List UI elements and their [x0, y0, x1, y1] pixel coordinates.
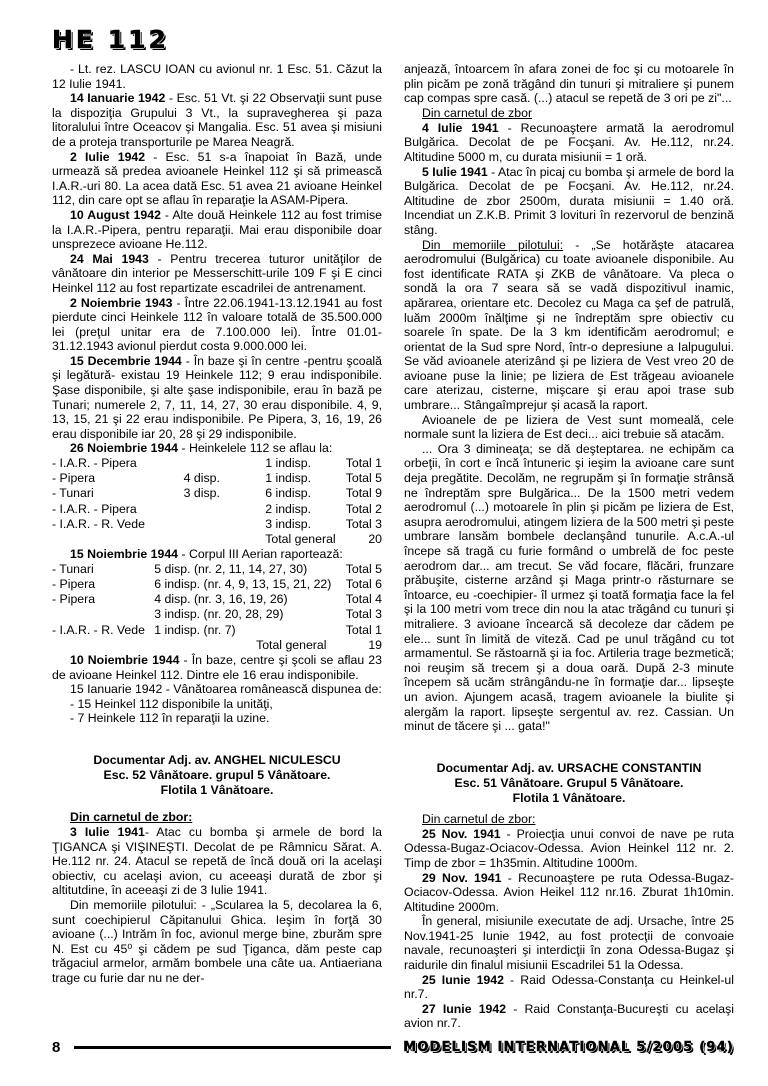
paragraph	[52, 296, 382, 354]
paragraph	[404, 871, 734, 915]
entry-date: 10 Noiembrie 1944	[70, 653, 180, 668]
paragraph	[404, 914, 734, 972]
entry-text: - Esc. 51 Vt. şi 22 Observaţii sunt puse la dispoziţia Grupului 3 Vt., la supravegherea şi paza litoralului între Oceacov şi Mangalia. Esc. 51 avea şi misiuni de a proteja transporturile pe Marea Neagră.	[52, 91, 383, 149]
cell-place	[52, 607, 154, 622]
table-row	[52, 562, 382, 577]
cell-disp	[184, 456, 266, 471]
table-row	[52, 577, 382, 592]
entry-date: 4 Iulie 1941	[422, 120, 499, 135]
article-columns	[52, 62, 734, 1031]
cell-detail: 6 indisp. (nr. 4, 9, 13, 15, 21, 22)	[154, 577, 332, 592]
spacer	[404, 734, 734, 748]
heading-line-1: Documentar Adj. av. URSACHE CONSTANTIN	[436, 760, 702, 775]
entry-date: 25 Iunie 1942	[422, 972, 504, 987]
entry-text: 15 Ianuarie 1942 - Vânătoarea românească dispunea de:	[70, 682, 382, 697]
availability-table-2	[52, 562, 382, 653]
paragraph	[404, 62, 734, 106]
entry-text: - În baze şi în centre -pentru şcoală şi legătură- existau 19 Heinkele 112; 9 erau indisponibile. Şase disponibile, şi alte şase indisponibile, erau în bază pe Tunari; numerele 2, 7, 11, 14, 27, 30 erau disponibile. 4, 9, 13, 15, 21 şi 22 erau indisponibile. Pe Pipera, 3, 16, 19, 26 erau disponibile iar 20, 28 şi 29 indisponibile.	[52, 353, 382, 441]
memoirs-label: Din memoriile pilotului:	[422, 237, 564, 252]
cell-disp: 4 disp.	[183, 471, 220, 486]
entry-date: 10 August 1942	[70, 207, 161, 222]
paragraph	[52, 898, 382, 986]
table1-caption	[52, 441, 382, 456]
cell-place: - I.A.R. - Pipera	[52, 456, 137, 471]
entry-date: 15 Decembrie 1944	[70, 353, 182, 368]
table-row	[52, 502, 382, 517]
heading-line-2: Esc. 51 Vânătoare. Grupul 5 Vânătoare.	[454, 775, 684, 790]
table-row	[52, 517, 382, 532]
entry-date: 27 Iunie 1942	[422, 1001, 507, 1016]
entry-date: 24 Mai 1943	[70, 251, 149, 266]
heading-line-2: Esc. 52 Vânătoare. grupul 5 Vânătoare.	[103, 768, 331, 783]
cell-detail: 3 indisp. (nr. 20, 28, 29)	[154, 607, 284, 622]
entry-text: - „Se hotărăşte atacarea aerodromului (Bulgărica) cu toate avioanele disponibile. Au fost identificate RATA şi ZKB de vânătoare. Va pleca o sondă la ora 7 seara să se vadă dispozitivul inamic, apărarea, orientare etc. Decolez cu Maga ca şef de patrulă, luăm 2000m înălţime şi ne îndreptăm spre obiectiv cu soarele în spate. De la 3 km identificăm aerodromul; e orientat de la Sud spre Nord, într-o depresiune a Ialpugului. Se văd avioanele aterizând şi pe liziera de Vest vreo 20 de avioane puse la linie; pe liziera de Est trăgeau avioanele care aterizau, cisterne, mişcare şi erau apoi trase sub umbrare... Stângaîmprejur şi acasă la raport.	[404, 237, 734, 413]
paragraph	[52, 653, 382, 682]
entry-text: - Pentru trecerea tuturor unităţilor de vânătoare din interior pe Messerschitt-urile 109 F şi E cinci Heinkel 112 au fost repartizate escadrilei de antrenament.	[52, 251, 382, 295]
cell-indisp: 6 indisp.	[265, 486, 312, 501]
entry-text: ... Ora 3 dimineaţa; se dă deşteptarea. ne echipăm ca orbeţii, în cort e încă întuneric şi ieşim la avioane care sunt deja pregătite. Decolăm, ne regrupăm şi în formaţie strânsă ne îndreptăm spre Bulgărica... De la 1500 metri vedem aerodromul (...) motoarele în plin şi picăm pe liziera de Est, asupra aerodromului, atingem liziera de la 500 metri şi peste umbrare lansăm bombele declanşând tunurile. A.c.A.-ul începe să tragă cu furie formând o umbrelă de foc peste aerodrom dar... am trecut. Se văd focare, flăcări, frunzare prăbuşite, cisterne arzând şi Maga printr-o răsturnare se întoarce, eu -coechipier- îl urmez şi toată formaţia face la fel şi la 100 metri vom trece din nou la atac trăgând cu tunuri şi mitraliere. 3 avioane încearcă să decoleze dar cădem pe ele... sunt în limită de viteză. Cad pe unul trăgând cu tot armamentul. Se răstoarnă şi ia foc. Artileria trage bezmetică; noi reuşim să trecem şi a doua oară. După 2-3 minute începem să ucăm strângându-ne în formaţie dar... lipseşte un avion. Ajungem acasă, tragem avioanele la biulite şi alergăm la raport. lipseşte sergentul av. rez. Cassian. Un minut de tăcere şi ... gata!"	[404, 441, 734, 734]
cell-total: Total 4	[345, 592, 382, 607]
logbook-label: Din carnetul de zbor	[422, 105, 533, 120]
cell-grand-value: 20	[368, 532, 382, 547]
availability-table-1	[52, 456, 382, 547]
entry-date: 25 Nov. 1941	[422, 826, 501, 841]
paragraph: - Lt. rez. LASCU IOAN cu avionul nr. 1 Esc. 51. Căzut la 12 Iulie 1941.	[52, 62, 382, 91]
paragraph	[404, 238, 734, 413]
table-total-row	[52, 638, 382, 653]
paragraph	[404, 165, 734, 238]
entry-date: 14 Ianuarie 1942	[70, 91, 166, 106]
documentar-heading-right	[404, 761, 734, 806]
footer-rule	[74, 1046, 391, 1049]
entry-date: 15 Noiembrie 1944	[70, 547, 179, 562]
paragraph	[52, 91, 382, 149]
cell-total: Total 5	[345, 561, 382, 576]
cell-indisp: 2 indisp.	[265, 501, 312, 516]
cell-total: Total 5	[345, 471, 382, 486]
entry-date: 3 Iulie 1941	[70, 825, 145, 840]
right-column	[404, 62, 734, 1031]
heading-line-1: Documentar Adj. av. ANGHEL NICULESCU	[93, 753, 341, 768]
cell-total: Total 3	[345, 607, 382, 622]
cell-detail: 4 disp. (nr. 3, 16, 19, 26)	[154, 592, 288, 607]
entry-date: 2 Iulie 1942	[70, 149, 146, 164]
cell-disp	[184, 517, 266, 532]
heading-line-3: Flotila 1 Vânătoare.	[160, 783, 274, 798]
cell-total: Total 1	[345, 456, 382, 471]
paragraph	[52, 825, 382, 898]
cell-place: - I.A.R. - R. Vede	[52, 622, 145, 637]
cell-total: Total 2	[345, 501, 382, 516]
entry-text: - Corpul III Aerian raportează:	[178, 547, 343, 562]
cell-total: Total 3	[345, 516, 382, 531]
cell-disp: 3 disp.	[183, 486, 220, 501]
logbook-label: Din carnetul de zbor:	[422, 811, 536, 826]
logbook-label: Din carnetul de zbor:	[70, 810, 193, 825]
paragraph	[52, 252, 382, 296]
cell-total: Total 6	[345, 577, 382, 592]
paragraph	[404, 973, 734, 1002]
entry-date: 2 Noiembrie 1943	[70, 295, 173, 310]
entry-text: Din memoriile pilotului: - „Scularea la 5, decolarea la 6, sunt coechipierul Căpitanului Ghica. Ieşim în forţă 30 avioane (...) Intrăm în foc, avionul merge bine, zburăm spre N. Est cu 45⁰ şi cădem pe sud Ţiganca, dăm peste cap trăgaciul armelor, armăm bombele una câte ua. Antiaeriana trage cu furie dar nu ne der-	[52, 898, 382, 985]
paragraph	[404, 121, 734, 165]
paragraph	[404, 827, 734, 871]
entry-text: - Atac în picaj cu bomba şi armele de bord la Bulgărica. Decolat de pe Focşani. Av. He.112, nr.24. Altitudine de zbor 2500m, durata misiunii = 1.40 oră. Incendiat un Z.K.B. Primit 3 lovituri în rezervorul de benzină stâng.	[404, 164, 734, 237]
bullet-item: - 7 Heinkele 112 în reparaţii la uzine.	[70, 711, 270, 726]
entry-text: - Recunoaştere pe ruta Odessa-Bugaz-Ociacov-Odessa. Avion Heikel 112 nr.16. Zburat 1h10min. Altitudine 2000m.	[404, 870, 734, 914]
entry-text: În general, misiunile executate de adj. Ursache, între 25 Nov.1941-25 Iunie 1942, au fost protecţii de convoaie navale, recunoaşteri şi interdicţii în zona Odessa-Bugaz şi raidurile din finalul misiunii Escadrilei 51 la Odessa.	[404, 914, 734, 973]
page-footer	[52, 1034, 734, 1060]
bullet-item: - 15 Heinkel 112 disponibile la unităţi,	[70, 696, 273, 711]
entry-text: - Proiecţia unui convoi de nave pe ruta Odessa-Bugaz-Ociacov-Odessa. Avion Heinkel 112 nr. 2. Timp de zbor = 1h35min. Altitudine 1000m.	[404, 826, 734, 870]
entry-text: - Recunoaştere armată la aerodromul Bulgărica. Decolat de pe Focşani. Av. He.112, nr.24. Altitudine 5000 m, cu durata misiunii = 1 oră.	[404, 120, 734, 164]
cell-grand-label: Total general	[265, 532, 336, 547]
paragraph	[52, 354, 382, 442]
entry-text: - Raid Constanţa-Bucureşti cu acelaşi avion nr.7.	[404, 1001, 734, 1031]
paragraph	[404, 413, 734, 442]
table-total-row	[52, 532, 382, 547]
page-title: HE 112	[52, 25, 169, 54]
table-row	[52, 471, 382, 486]
cell-indisp: 1 indisp.	[265, 471, 312, 486]
masthead	[52, 26, 734, 60]
entry-text: - Între 22.06.1941-13.12.1941 au fost pierdute cinci Heinkele 112 în valoare totală de 35.500.000 lei (preţul unitar era de 7.100.000 lei). Între 01.01-31.12.1943 avionul pierdut costa 9.000.000 lei.	[52, 295, 383, 354]
cell-indisp: 1 indisp.	[265, 456, 312, 471]
paragraph	[404, 442, 734, 734]
entry-text: Avioanele de pe liziera de Vest sunt momeală, cele normale sunt la liziera de Est deci... aici trebuie să atacăm.	[404, 412, 734, 442]
entry-text: anjează, întoarcem în afara zonei de foc şi cu motoarele în plin picăm pe zonă trăgând din tunuri şi mitraliere şi punem cap compas spre casă. (...) atacul se repetă de 3 ori pe zi"...	[404, 62, 734, 106]
folio-number: 8	[52, 1038, 61, 1056]
paragraph	[52, 208, 382, 252]
entry-text: - În baze, centre şi şcoli se aflau 23 de avioane Heinkel 112. Dintre ele 16 erau indisponibile.	[52, 653, 382, 682]
left-column	[52, 62, 382, 986]
cell-total: Total 1	[345, 622, 382, 637]
cell-place: - Pipera	[52, 577, 96, 592]
table2-caption	[52, 547, 382, 562]
cell-place: - Tunari	[52, 561, 94, 576]
entry-date: 5 Iulie 1941	[422, 164, 488, 179]
cell-grand-value: 19	[368, 637, 382, 652]
cell-total: Total 9	[345, 486, 382, 501]
cell-place: - Pipera	[52, 471, 96, 486]
paragraph	[404, 1002, 734, 1031]
entry-date: 29 Nov. 1941	[422, 870, 502, 885]
cell-place: - I.A.R. - Pipera	[52, 501, 137, 516]
table-row	[52, 623, 382, 638]
cell-indisp: 3 indisp.	[265, 516, 312, 531]
entry-text: - Esc. 51 s-a înapoiat în Bază, unde urmează să predea avioanele Heinkel 112 şi să primească I.A.R.-uri 80. La acea dată Esc. 51 avea 21 avioane Heinkel 112, din care opt se aflau în reparaţie la ASAM-Pipera.	[52, 149, 382, 208]
cell-place: - Tunari	[52, 486, 94, 501]
entry-text: - Atac cu bomba şi armele de bord la ŢIGANCA şi VIŞINEŞTI. Decolat de pe Râmnicu Sărat. A. He.112 nr. 24. Atacul se repetă de încă două ori la acelaşi obiectiv, cu acelaşi avion, cu aceeaşi durată de zbor şi altitutdine, în aceeaşi zi de 3 Iulie 1941.	[52, 825, 382, 898]
cell-detail: 1 indisp. (nr. 7)	[154, 622, 236, 637]
paragraph	[52, 682, 382, 697]
magazine-imprint: MODELISM INTERNATIONAL 5/2005 (94)	[403, 1039, 734, 1055]
table-row	[52, 486, 382, 501]
documentar-heading-left	[52, 753, 382, 798]
entry-text: - Heinkelele 112 se aflau la:	[178, 441, 333, 456]
table-row	[52, 592, 382, 607]
paragraph	[52, 150, 382, 208]
heading-line-3: Flotila 1 Vânătoare.	[512, 790, 626, 805]
table-row	[52, 607, 382, 622]
entry-text: - Alte două Heinkele 112 au fost trimise la I.A.R.-Pipera, pentru reparaţii. Mai erau disponibile doar unsprezece avioane He.112.	[52, 207, 382, 252]
entry-text: - Raid Odessa-Constanţa cu Heinkel-ul nr.7.	[404, 972, 735, 1002]
cell-disp	[184, 502, 266, 517]
cell-grand-label: Total general	[256, 637, 327, 652]
spacer	[52, 726, 382, 740]
entry-date: 26 Noiembrie 1944	[70, 441, 179, 456]
cell-place: - Pipera	[52, 592, 96, 607]
cell-detail: 5 disp. (nr. 2, 11, 14, 27, 30)	[154, 561, 308, 576]
cell-place: - I.A.R. - R. Vede	[52, 516, 145, 531]
table-row	[52, 456, 382, 471]
